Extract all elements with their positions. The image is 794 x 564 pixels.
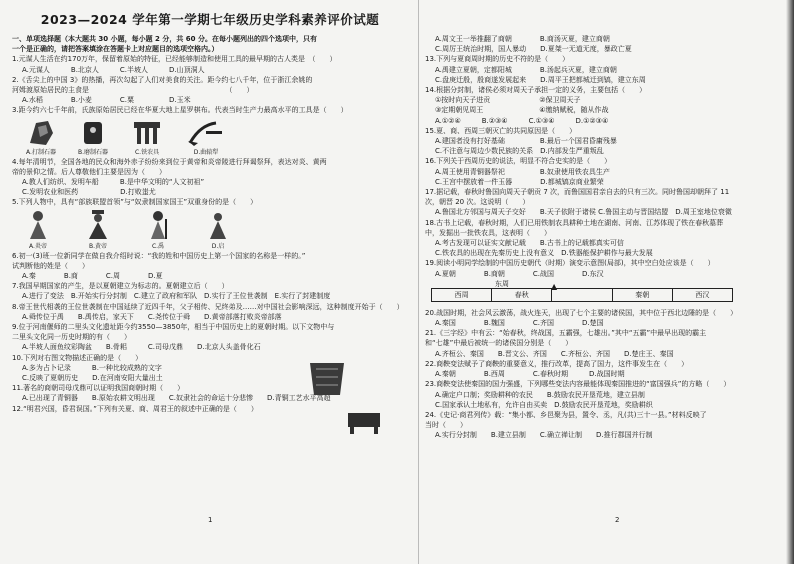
question-text: 中，发掘出一批铁农具，这表明（ ） <box>425 228 551 237</box>
question-text: 16.下列关于西周历史的说法，明显不符合史实的是（ ） <box>425 157 612 166</box>
question-text: 23.商鞅变法使秦国的国力强盛，下列哪些变法内容最能体现秦国推进的“富国强兵”的方略（ ） <box>425 380 731 389</box>
right-page <box>418 0 794 564</box>
answer-options: C.发明农业和医药 D.打败蚩尤 <box>22 188 156 197</box>
question-text: 13.下列与夏商周时期的历史不符的是（ ） <box>425 55 570 64</box>
answer-options: A.建国者没有打好基础 B.最后一个国君昏庸残暴 <box>435 137 617 146</box>
image-caption: B.磨制石器 <box>78 148 109 156</box>
answer-options: C.铁农具的出现在先秦历史上没有意义 D.铁器能保护耕作与最大发展 <box>435 249 653 258</box>
question-text: 当时（ ） <box>425 421 467 430</box>
answer-options: C.国家承认土地私有，允许自由买卖 D.鼓励农民开垦荒地，奖励耕织 <box>435 400 653 409</box>
question-text: 3.距今约六七千年前，氏族原始居民已经在华夏大地上星罗棋布。代表当时生产力最高水平的工具是（ ） <box>12 106 348 115</box>
image-caption: D.曲辕犁 <box>193 148 219 156</box>
question-text: 河姆渡原始居民的主食是 （ ） <box>12 86 254 95</box>
question-text: 19.阅读小明同学绘制的中国历史朝代（时期）演变示意图(局部)，其中空白处应该是（ ） <box>425 259 715 268</box>
image-caption: B.黄帝 <box>88 242 108 250</box>
timeline-segment: 秦朝 <box>613 289 673 301</box>
question-text: 24.《史记·商君列传》载：“集小都、乡邑聚为县，置令、丞，凡(共)三十一县。”材料反映了 <box>425 410 707 419</box>
answer-options: C.周厉王统治时期，国人暴动 D.夏桀一无道无度，暴政亡夏 <box>435 45 632 54</box>
answer-options: A.考古发现可以证实文献记载 B.古书上的记载都真实可信 <box>435 239 624 248</box>
answer-options: A.已出现了青铜器 B.原始农耕文明出现 C.奴隶社会的命运十分悲惨 D.青铜工艺水平高超 <box>22 394 331 403</box>
question-text: 帝的景仰之情。后人尊敬他们主要是因为（ ） <box>12 167 166 176</box>
ding-vessel-image <box>344 409 384 435</box>
answer-options: A.进行了变法 B.开始实行分封制 C.建立了政府和军队 D.实行了王位世袭制 E.实行了封建制度 <box>22 292 331 301</box>
answer-options: C.反映了夏朝历史 D.在河南安阳大量出土 <box>22 374 163 383</box>
answer-options: A.半坡人面鱼纹彩陶盆 B.骨耜 C.司母戊鼎 D.北京人头盖骨化石 <box>22 343 261 352</box>
question-text: 次，朝晋 20 次。这说明（ ） <box>425 198 530 207</box>
answer-options: A.秦朝 B.西周 C.春秋时期 D.战国时期 <box>435 370 625 379</box>
answer-options: C.盘庚迁殷，殷商遂发展起来 D.周平王把都城迁到镐，建立东周 <box>435 75 646 84</box>
answer-options: A.禹建立夏朝，定都阳城 B.汤起兵灭夏，建立商朝 <box>435 65 617 74</box>
question-text: 5.下列人物中，具有“部族联盟首领”与“奴隶制国家国王”双重身份的是（ ） <box>12 198 258 207</box>
question-text: 4.每年清明节，全国各地的民众和海外赤子纷纷来到位于黄帝和炎帝陵进行拜谒祭拜，表达对炎、黄两 <box>12 157 327 166</box>
image-caption: C.铁农具 <box>134 148 160 156</box>
answer-options: A.教人们纺织、发明车船 B.是中华文明的“人文初祖” <box>22 178 205 187</box>
answer-options: A.秦国 B.魏国 C.齐国 D.楚国 <box>435 319 604 328</box>
figure-qi-image <box>206 209 230 250</box>
timeline-segment-blank <box>552 289 612 301</box>
question-text: 二里头文化同一历史时期的有（ ） <box>12 333 131 342</box>
answer-options: ③定期朝见周王 ④缴纳赋税，随从作战 <box>435 106 609 115</box>
answer-options: A.鲁国北方邻国与周天子交好 B.天子依附于诸侯 C.鲁国主动与晋国结盟 D.周王室地位衰微 <box>435 208 732 217</box>
question-text: 一、单项选择题（本大题共 30 小题，每小题 2 分，共 60 分。在每小题列出的四个选项中，只有 <box>12 35 317 43</box>
question-text: 18.古书上记载，春秋时期，人们已用铁制农具耕种土地在湖南、河南、江苏体现了铁在春秋墓葬 <box>425 218 724 227</box>
figure-yandi-image <box>26 209 50 250</box>
scan-edge-shadow <box>786 0 794 564</box>
question-text: 和“七雄”中最后被统一的诸侯国分别是（ ） <box>425 339 573 348</box>
question-text: 10.下列对右图文物描述正确的是（ ） <box>12 353 143 362</box>
image-caption: C.禹 <box>151 242 165 250</box>
question-text: 17.据记载，春秋时鲁国向周天子朝贡 7 次，而鲁国国君亲自去的只有三次。同时鲁国却朝拜了 11 <box>425 188 730 197</box>
question-text: 试判断他的姓是（ ） <box>12 261 89 270</box>
answer-options: C.不注意与周边少数民族的关系 D.内部发生严重叛乱 <box>435 147 604 156</box>
question-text: 6.初一(3)班一位新同学在做自我介绍时说：“我的姓和中国历史上第一个国家的名称是一样的。” <box>12 251 306 260</box>
timeline-segment: 春秋 <box>492 289 552 301</box>
answer-options: A.元谋人 B.北京人 C.半坡人 D.山顶洞人 <box>22 65 205 74</box>
question-text: 20.战国时期，社会风云激荡，战火连天，出现了七个主要的诸侯国，其中位于西北边陲的是（ ） <box>425 308 738 317</box>
question-text: 14.根据分封制，诸侯必须对周天子承担一定的义务，主要包括（ ） <box>425 86 647 95</box>
image-caption: D.启 <box>211 242 225 250</box>
polished-stone-tool-image <box>78 119 108 156</box>
figure-yu-image <box>146 209 170 250</box>
question-text: 22.商鞅变法赋予了商鞅的重要意义，推行改革，提高了国力，这件事发生在（ ） <box>425 359 689 368</box>
q5-images <box>26 210 410 250</box>
page-number-left: 1 <box>208 516 213 524</box>
answer-options: A.舜传位于禹 B.禹传启，家天下 C.尧传位于舜 D.黄帝部落打败炎帝部落 <box>22 312 282 321</box>
answer-options: A.确定户口制；奖励耕种的农民 B.鼓励农民开垦荒地，建立县制 <box>435 390 645 399</box>
timeline-segment: 西汉 <box>695 290 710 299</box>
answer-options: A.①②④ B.②③④ C.①③④ D.①②③④ <box>435 116 609 125</box>
exam-title: 2023—2024 学年第一学期七年级历史学科素养评价试题 <box>40 12 380 27</box>
question-text: 7.我国早期国家的产生，是以夏朝建立为标志的。夏朝建立后（ ） <box>12 282 229 291</box>
answer-options: A.周王使用青铜器祭祀 B.奴隶使用铁农具生产 <box>435 167 610 176</box>
iron-tool-image <box>130 119 164 156</box>
stone-tool-image <box>26 119 56 156</box>
question-text: 9.位于河南偃师的二里头文化遗址距今约3550—3850年，相当于中国历史上的夏朝时期。以下文物中与 <box>12 323 335 332</box>
answer-options: ①按时向天子进贡 ②保卫周天子 <box>435 96 581 105</box>
plow-image <box>186 119 226 156</box>
timeline-marker-icon: ▲ <box>551 281 558 291</box>
timeline-top-label: 东周 <box>495 279 509 288</box>
question-text: 1.元谋人生活在约170万年，保留着原始的特征，已经能够制造和使用工具的最早期的古人类是 （ ） <box>12 55 337 64</box>
answer-options: A.周文王一举推翻了商朝 B.商汤灭夏，建立商朝 <box>435 35 610 43</box>
question-text: 15.夏、商、西周三朝灭亡的共同原因是（ ） <box>425 126 577 135</box>
q3-images <box>26 118 410 156</box>
question-text: 一个是正确的，请把答案填涂在答题卡上对应题目的选项空格内。） <box>12 45 219 54</box>
figure-huangdi-image <box>86 209 110 250</box>
question-text: 2.《舌尖上的中国 3》的热播，再次勾起了人们对美食的关注。距今约七八千年，位于浙江余姚的 <box>12 75 313 84</box>
oracle-bone-image <box>304 359 350 399</box>
timeline-segment: 西周 <box>432 289 492 301</box>
question-text: 21.《三字经》中有云：“始春秋，终战国，五霸强，七雄出。”其中“五霸”中最早出现的霸主 <box>425 329 707 338</box>
dynasty-timeline <box>431 280 731 306</box>
question-text: 12.“明君兴国，昏君误国。”下列有关夏、商、周君王的叙述中正确的是（ ） <box>12 404 258 413</box>
answer-options: A.秦 B.商 C.周 D.夏 <box>22 272 163 281</box>
answer-options: A.夏朝 B.商朝 C.战国 D.东汉 <box>435 269 604 278</box>
answer-options: A.多为占卜记录 B.一种比较成熟的文字 <box>22 363 162 372</box>
answer-options: A.水稻 B.小麦 C.粟 D.玉米 <box>22 96 191 105</box>
image-caption: A.炎帝 <box>29 242 47 250</box>
question-text: 11.著名的商朝司母戊鼎可以证明我国商朝时期（ ） <box>12 384 185 393</box>
question-text: 8.帝王世代相袭的王位世袭制在中国延续了近四千年，父子相传、兄终弟及……对中国社会影响深远，这种制度开始于（ ） <box>12 302 404 311</box>
answer-options: A.实行分封制 B.建立县制 C.确立禅让制 D.推行郡国并行制 <box>435 431 653 440</box>
left-page <box>12 0 410 564</box>
answer-options: C.王宫中摆放着一件玉器 D.都城镐京商业繁荣 <box>435 177 604 186</box>
page-number-right: 2 <box>615 516 620 524</box>
answer-options: A.齐桓公、秦国 B.晋文公、齐国 C.齐桓公、齐国 D.楚庄王、秦国 <box>435 349 674 358</box>
image-caption: A.打制石器 <box>26 148 56 156</box>
